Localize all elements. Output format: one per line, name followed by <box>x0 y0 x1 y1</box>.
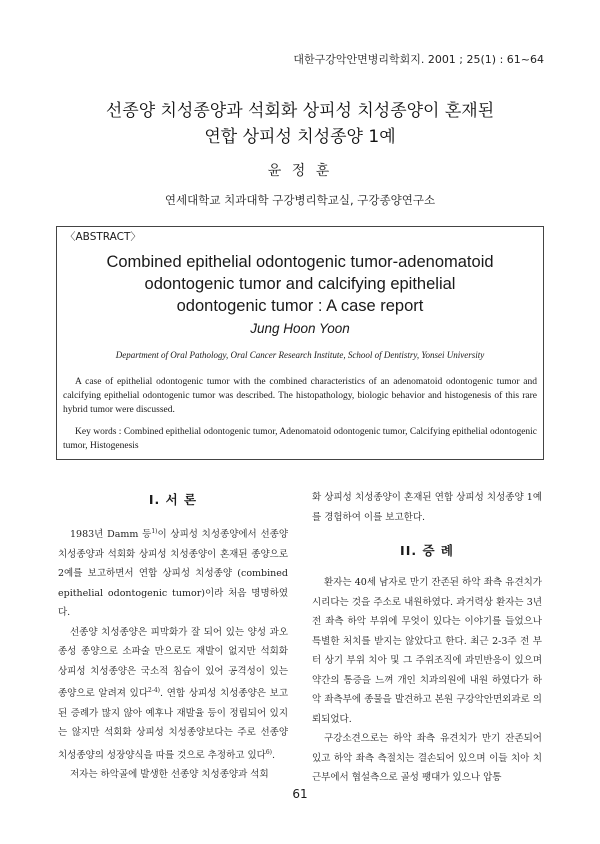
article-title <box>40 98 560 150</box>
intro-paragraph-3: 저자는 하악골에 발생한 선종양 치성종양과 석회 <box>70 769 269 781</box>
title-line-2: 연합 상피성 치성종양 1예 <box>204 127 396 147</box>
english-title-line-2: odontogenic tumor and calcifying epithelial <box>144 275 456 293</box>
text-span: 이 상피성 치성종양에서 선종양 치성종양과 석회화 상피성 치성종양이 혼재된 종양으로 2예를 보고하면서 연합 상피성 치성종양 (combined epithelial odontogenic tumor)이라 처음 명명하였다. <box>58 529 288 619</box>
text-span: . <box>272 749 276 761</box>
case-paragraph-2: 구강소견으로는 하악 좌측 유견치가 만기 잔존되어 있고 하악 좌측 측절치는 결손되어 있으며 이들 치아 치근부에서 협설측으로 골성 팽대가 있으나 압통 <box>312 733 542 783</box>
author-affiliation: 연세대학교 치과대학 구강병리학교실, 구강종양연구소 <box>164 193 436 207</box>
intro-paragraph-continued: 화 상피성 치성종양이 혼재된 연합 상피성 치성종양 1예를 경험하여 이를 보고한다. <box>312 492 542 523</box>
abstract-body: A case of epithelial odontogenic tumor with the combined characteristics of an adenomatoid odontogenic tumor and calcifying epithelial odontogenic tumor was described. The histopathology, biologic behavior and histogenesis of this rare hybrid tumor were discussed. <box>63 377 537 415</box>
text-span: . 연합 상피성 치성종양은 보고된 증례가 많지 않아 예후나 재발율 등이 정립되어 있지는 않지만 석회화 상피성 치성종양보다는 주로 선종양 치성종양의 성장양식을 따를 것으로 추정하고 있다 <box>58 688 288 761</box>
english-author: Jung Hoon Yoon <box>250 321 350 336</box>
page-number: 61 <box>292 787 308 801</box>
case-paragraph-1: 환자는 40세 남자로 만기 잔존된 하악 좌측 유견치가 시리다는 것을 주소로 내원하였다. 과거력상 환자는 3년 전 좌측 하악 부위에 무엇이 있다는 이야기를 들었으나 특별한 처치를 받지는 않았다고 한다. 최근 2-3주 전 부터 상기 부위 치아 및 그 주위조직에 과민반응이 있으며 약간의 통증을 느껴 개인 치과의원에 내원 하였다가 하악 좌측부에 종물을 발견하고 본원 구강악안면외과로 의뢰되었다. <box>312 577 542 725</box>
english-title <box>57 251 543 317</box>
author-name: 윤 정 훈 <box>267 163 333 179</box>
abstract-tag: 〈ABSTRACT〉 <box>65 231 141 243</box>
intro-paragraph-1 <box>58 522 288 623</box>
abstract-box <box>56 226 544 460</box>
journal-citation: 대한구강악안면병리학회지. 2001 ; 25(1) : 61~64 <box>293 53 544 66</box>
english-title-line-1: Combined epithelial odontogenic tumor-adenomatoid <box>106 253 494 271</box>
english-title-line-3: odontogenic tumor : A case report <box>176 297 424 315</box>
english-department: Department of Oral Pathology, Oral Cancer Research Institute, School of Dentistry, Yonsei University <box>115 350 485 360</box>
right-column <box>312 488 542 788</box>
keywords: Key words : Combined epithelial odontogenic tumor, Adenomatoid odontogenic tumor, Calcifying epithelial odontogenic tumor, Histogenesis <box>63 427 538 451</box>
left-column <box>58 482 288 785</box>
citation-superscript: 2-4) <box>148 687 161 695</box>
citation-superscript: 1) <box>151 528 158 535</box>
section-heading-introduction: I. 서 론 <box>148 492 198 507</box>
citation-superscript: 6) <box>265 748 272 756</box>
text-span: 1983년 Damm 등 <box>70 529 152 541</box>
section-heading-case-report: II. 증 례 <box>400 543 454 558</box>
text-span: 선종양 치성종양은 피막화가 잘 되어 있는 양성 과오종성 종양으로 소파술 만으로도 재발이 없지만 석회화 상피성 치성종양은 국소적 침습이 있어 공격성이 있는 종양으로 알려져 있다 <box>58 626 288 700</box>
intro-paragraph-2 <box>58 623 288 766</box>
title-line-1: 선종양 치성종양과 석회화 상피성 치성종양이 혼재된 <box>105 101 495 121</box>
